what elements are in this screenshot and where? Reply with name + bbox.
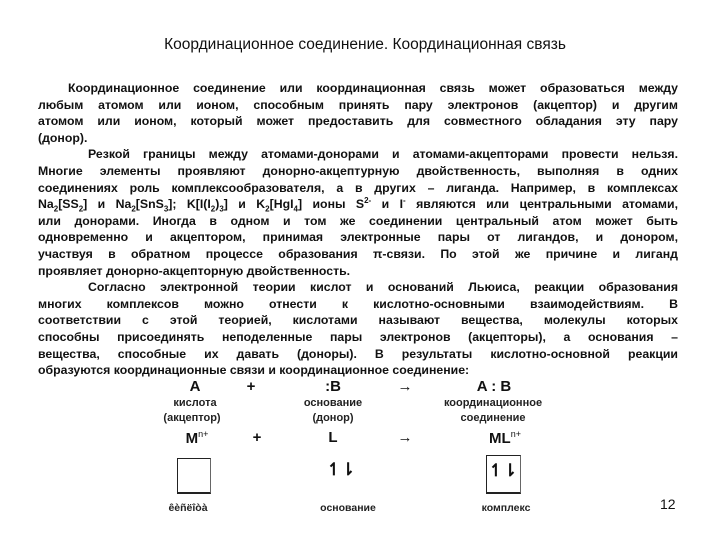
acid-symbol: A — [189, 378, 201, 395]
text-line: способны присоединять неподеленные пары электронов (акцепторы), а основания – — [38, 330, 678, 344]
text-line: любым атомом или ионом, способным принять пару электронов (акцептор) и другим — [38, 97, 678, 112]
text-line: одновременно и акцептором, принимая электронные пары от лигандов, и донором, — [38, 230, 678, 245]
acceptor-label: (акцептор) — [163, 412, 221, 424]
base-label: основание — [303, 397, 363, 409]
subscript: 2 — [210, 204, 216, 214]
complex-bottom-label: комплекс — [481, 502, 531, 514]
text-line: (донор). — [38, 130, 88, 145]
compound-label: соединение — [460, 412, 526, 424]
subscript: 3 — [219, 204, 224, 214]
complex-symbol: ML — [489, 430, 511, 447]
base-symbol: :B — [325, 378, 341, 395]
text-line: Многие элементы проявляют донорно-акцептурную двойственность, выполняя в одних — [38, 164, 678, 178]
text-line: атомом или ионом, который может предоставить для совместного обладания эту пару — [38, 114, 678, 129]
subscript: 4 — [293, 204, 298, 214]
subscript: 3 — [163, 204, 169, 214]
coordination-label: координационное — [443, 397, 543, 409]
subscript: 2 — [265, 204, 270, 214]
superscript: 2- — [364, 196, 372, 206]
subscript: 2 — [78, 204, 84, 214]
text: [SS — [58, 197, 79, 212]
complex-ion — [489, 429, 521, 447]
acid-garbled-label: êèñëîòà — [168, 502, 208, 514]
plus-sign: + — [252, 429, 262, 446]
donor-label: (донор) — [312, 412, 354, 424]
charge: n+ — [198, 429, 209, 439]
electron-pair-icon: ↿⇂ — [326, 460, 356, 479]
text: являются или центральными атомами, — [405, 197, 678, 212]
slide-title: Координационное соединение. Координационная связь — [164, 36, 566, 53]
empty-orbital-box — [177, 458, 211, 494]
arrow-icon: → — [397, 429, 413, 446]
arrow-icon: → — [397, 378, 413, 395]
text-line: участвуя в обратном процессе образования π-связи. По этой же причине и лиганд — [38, 247, 678, 261]
text: ] и Na — [83, 197, 132, 212]
text: и I — [371, 197, 404, 212]
subscript: 2 — [53, 204, 59, 214]
page-number: 12 — [660, 496, 676, 512]
formula-line — [38, 196, 678, 212]
plus-sign: + — [246, 378, 256, 395]
metal-ion — [186, 429, 209, 447]
charge: n+ — [510, 429, 521, 439]
metal-symbol: M — [185, 430, 199, 447]
text: ) — [215, 197, 220, 212]
text: ] и K — [223, 197, 266, 212]
ligand-symbol: L — [328, 429, 338, 446]
text-line: Согласно электронной теории кислот и оснований Льюиса, реакции образования — [88, 280, 678, 295]
text-line: многих комплексов можно отнести к кислотно-основными взаимодействиям. В — [38, 296, 678, 311]
text-line: Резкой границы между атомами-донорами и атомами-акцепторами провести нельзя. — [88, 147, 678, 162]
electron-pair-icon: ↿⇂ — [488, 461, 518, 480]
text-line: соединениях роль комплексообразователя, а в других – лиганда. Например, в комплексах — [38, 180, 678, 195]
text: [HgI — [269, 197, 294, 212]
text-line: Координационное соединение или координационная связь может образоваться между — [68, 81, 678, 95]
text-line: вещества, способные их давать (доноры). В результаты кислотно-основной реакции — [38, 346, 678, 361]
product-symbol: A : B — [476, 378, 512, 395]
acid-label: кислота — [173, 397, 217, 409]
base-bottom-label: основание — [320, 502, 376, 514]
text-line: соответствии с этой теорией, кислотами называют вещества, молекулы которых — [38, 313, 678, 328]
superscript: - — [403, 196, 406, 206]
text: Na — [38, 197, 54, 212]
text: ]; K[I(I — [168, 197, 211, 212]
text-line: или донорами. Иногда в одном и том же соединении центральный атом может быть — [38, 213, 678, 228]
subscript: 2 — [131, 204, 136, 214]
text: ] ионы S — [297, 197, 365, 212]
text-line: проявляет донорно-акцепторную двойственность. — [38, 263, 351, 278]
text-line: образуются координационные связи и координационное соединение: — [38, 363, 470, 378]
text: [SnS — [135, 197, 164, 212]
